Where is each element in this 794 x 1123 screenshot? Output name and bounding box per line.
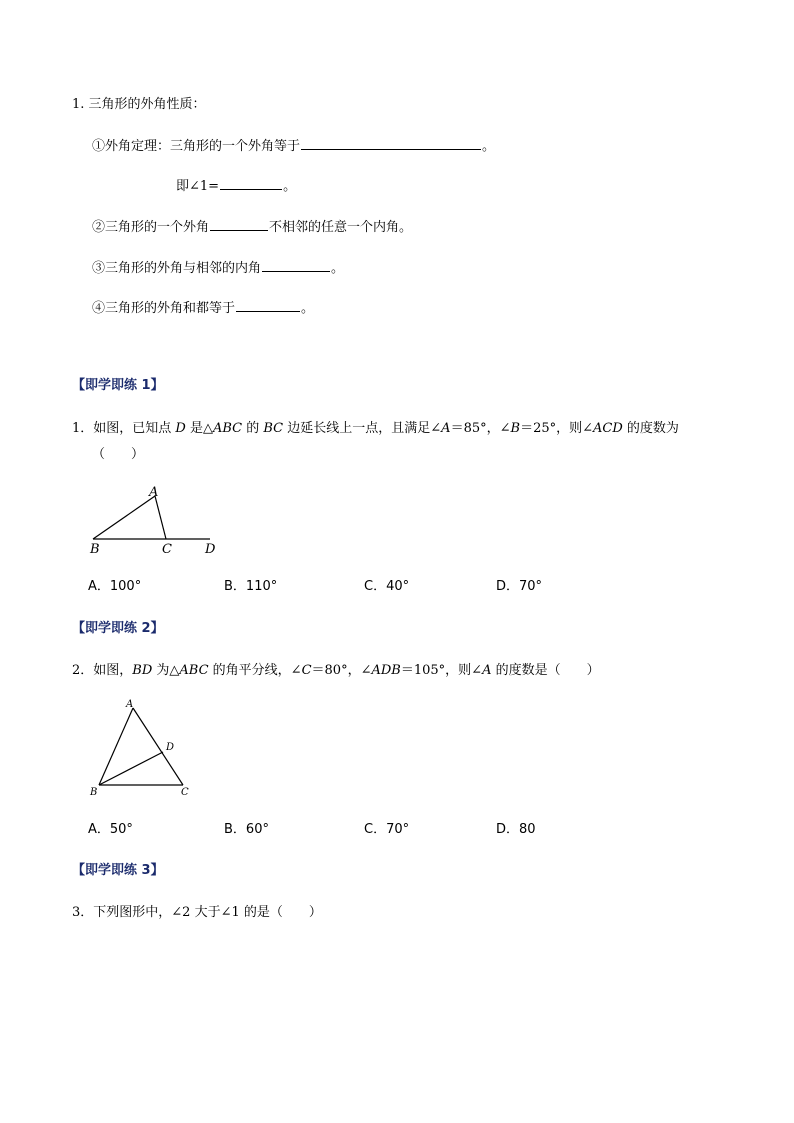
segment-ba: [93, 496, 155, 539]
option-a[interactable]: A．50°: [88, 822, 133, 837]
option-a[interactable]: A．100°: [88, 579, 142, 594]
practice-2-title: [72, 620, 164, 638]
option-b[interactable]: B．60°: [224, 822, 269, 837]
option-d[interactable]: D．80: [496, 822, 536, 837]
answer-blank-1[interactable]: [301, 136, 481, 150]
practice-1-paren: （ ）: [92, 447, 145, 462]
q2-var: A: [482, 663, 492, 678]
option-d[interactable]: D．70°: [496, 579, 543, 594]
practice-1-title-text: 即学即练 1: [85, 378, 151, 393]
practice-2-title-text: 即学即练 2: [85, 621, 151, 636]
q2-var: C: [301, 663, 312, 678]
label-c: C: [162, 542, 172, 557]
practice-1-figure: [84, 482, 244, 562]
q2-text: 为△: [152, 663, 180, 678]
q2-text: 2．如图，: [72, 663, 133, 678]
bracket-close: 】: [150, 863, 164, 878]
practice-3-question: 3．下列图形中，∠2 大于∠1 的是（ ）: [72, 905, 322, 920]
item-1-suffix: 。: [482, 139, 496, 154]
answer-blank-1b[interactable]: [220, 176, 282, 190]
item-4-prefix: ④三角形的外角和都等于: [92, 301, 236, 316]
q2-var: ADB: [371, 663, 401, 678]
q1-text: 是△: [185, 421, 213, 436]
label-b: B: [90, 787, 98, 798]
item-4-suffix: 。: [301, 301, 315, 316]
bracket-close: 】: [150, 621, 164, 636]
q1-text: 的: [242, 421, 264, 436]
q1-text: ＝85°，∠: [450, 421, 511, 436]
practice-2-question: [72, 662, 600, 680]
practice-3-title: [72, 862, 164, 880]
bracket-close: 】: [150, 378, 164, 393]
label-d: D: [205, 542, 216, 557]
q1-var: ABC: [212, 421, 243, 436]
q2-var: BD: [132, 663, 153, 678]
answer-blank-3[interactable]: [262, 258, 330, 272]
segment-ac: [155, 496, 166, 539]
segment-ac: [133, 708, 183, 785]
q1-text: 边延长线上一点，且满足∠: [283, 421, 442, 436]
practice-1-question: [72, 420, 679, 438]
option-b[interactable]: B．110°: [224, 579, 278, 594]
summary-item-1b: [176, 176, 296, 196]
q1-text: 1．如图，已知点: [72, 421, 176, 436]
q1-var: D: [175, 421, 186, 436]
item-3-prefix: ③三角形的外角与相邻的内角: [92, 261, 262, 276]
label-d: D: [166, 742, 175, 753]
label-c: C: [181, 787, 189, 798]
q2-text: 的角平分线，∠: [208, 663, 302, 678]
label-a: A: [126, 699, 134, 710]
segment-ab: [99, 708, 133, 785]
q2-var: ABC: [179, 663, 209, 678]
option-c[interactable]: C．70°: [364, 822, 410, 837]
bracket-open: 【: [72, 863, 86, 878]
segment-bd: [99, 752, 163, 785]
item-1b-suffix: 。: [283, 179, 297, 194]
summary-item-2: [92, 217, 412, 237]
q1-var: ACD: [593, 421, 623, 436]
summary-heading: 1. 三角形的外角性质：: [72, 97, 206, 112]
item-2-suffix: 不相邻的任意一个内角。: [269, 220, 413, 235]
q1-var: BC: [263, 421, 284, 436]
q2-text: ＝105°，则∠: [400, 663, 483, 678]
answer-blank-4[interactable]: [236, 298, 300, 312]
q2-text: ＝80°，∠: [311, 663, 372, 678]
bracket-open: 【: [72, 621, 86, 636]
summary-item-1: [92, 136, 495, 156]
summary-item-3: [92, 258, 344, 278]
option-c[interactable]: C．40°: [364, 579, 410, 594]
label-b: B: [90, 542, 100, 557]
practice-3-title-text: 即学即练 3: [85, 863, 151, 878]
practice-1-title: [72, 377, 164, 395]
answer-blank-2[interactable]: [210, 217, 268, 231]
item-1b-prefix: 即∠1=: [176, 179, 220, 194]
q2-text: 的度数是（ ）: [491, 663, 600, 678]
bracket-open: 【: [72, 378, 86, 393]
q1-text: 的度数为: [622, 421, 679, 436]
q1-var: B: [510, 421, 521, 436]
item-1-prefix: ①外角定理：三角形的一个外角等于: [92, 139, 301, 154]
practice-2-figure: [84, 694, 204, 804]
item-3-suffix: 。: [331, 261, 345, 276]
item-2-prefix: ②三角形的一个外角: [92, 220, 210, 235]
q1-text: ＝25°，则∠: [520, 421, 593, 436]
summary-item-4: [92, 298, 314, 318]
q1-var: A: [441, 421, 451, 436]
label-a: A: [149, 485, 159, 500]
